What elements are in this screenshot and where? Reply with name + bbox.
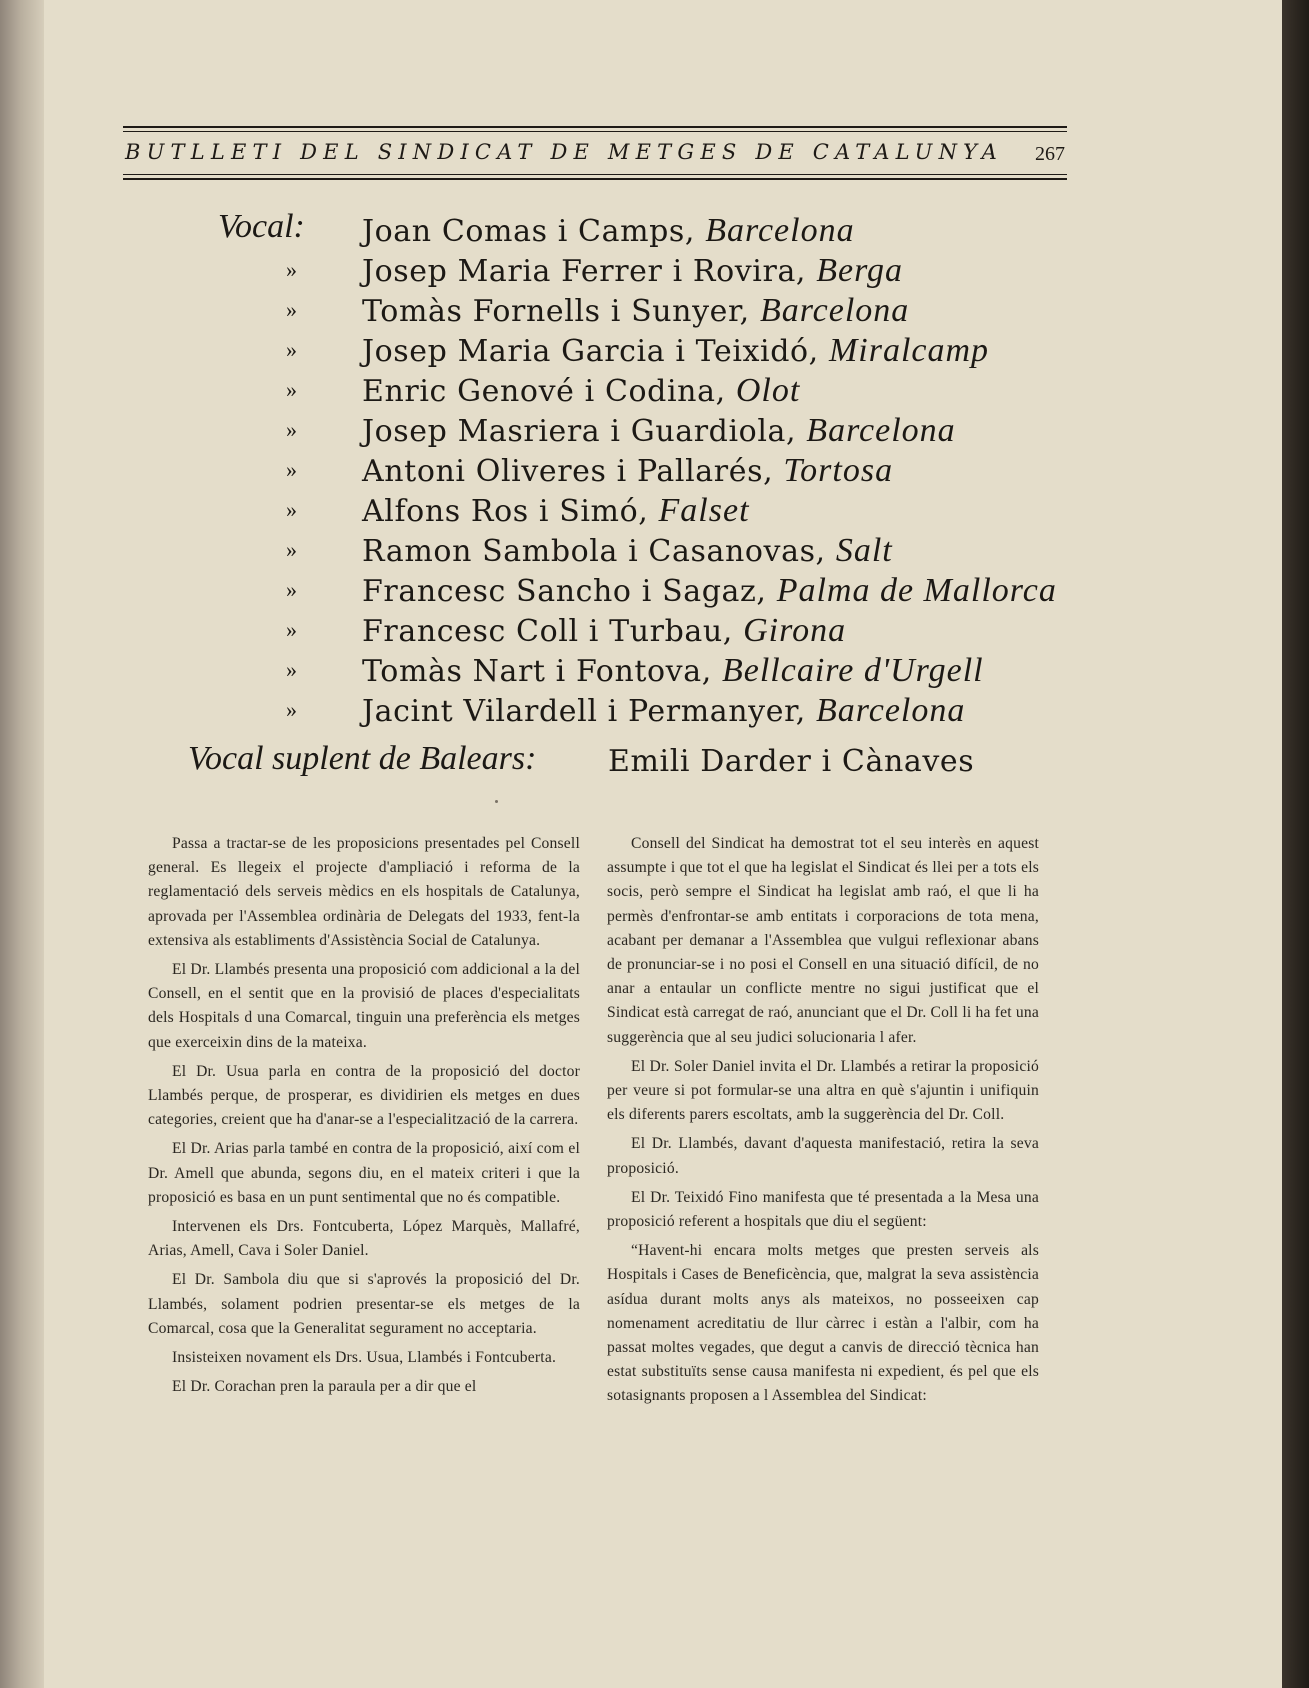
ditto-mark: » bbox=[286, 537, 297, 562]
list-item-name: Josep Masriera i Guardiola, Barcelona bbox=[362, 412, 956, 449]
list-item-name: Ramon Sambola i Casanovas, Salt bbox=[362, 532, 893, 569]
left-column bbox=[148, 832, 580, 1404]
list-item bbox=[218, 208, 305, 246]
ditto-mark: » bbox=[286, 457, 297, 482]
paragraph: El Dr. Teixidó Fino manifesta que té presentada a la Mesa una proposició referent a hospitals que diu el següent: bbox=[607, 1188, 1039, 1231]
ditto-mark: » bbox=[286, 377, 297, 402]
paragraph: El Dr. Llambés, davant d'aquesta manifestació, retira la seva proposició. bbox=[607, 1135, 1039, 1177]
book-spine-shadow bbox=[0, 0, 44, 1688]
ditto-mark: » bbox=[286, 257, 297, 282]
paragraph: Passa a tractar-se de les proposicions presentades pel Consell general. Es llegeix el projecte d'ampliació i reforma de la reglamentació dels serveis mèdics en els hospitals de Catalunya, aprovada per l'Assemblea ordinària de Delegats del 1933, fent-la extensiva als establiments d'Assistència Social de Catalunya. bbox=[148, 835, 580, 949]
paragraph: El Dr. Sambola diu que si s'aprovés la proposició del Dr. Llambés, solament podrien presentar-se els metges de la Comarcal, cosa que la Generalitat segurament no acceptaria. bbox=[148, 1271, 580, 1337]
journal-title: BUTLLETI DEL SINDICAT DE METGES DE CATALUNYA bbox=[125, 140, 1003, 164]
paragraph: El Dr. Soler Daniel invita el Dr. Llambés a retirar la proposició per veure si pot formular-se una altra en què s'ajuntin i unifiquin els diferents parers escoltats, amb la suggerència del Dr. Coll. bbox=[607, 1057, 1039, 1124]
page-number: 267 bbox=[1035, 143, 1065, 165]
header-rule-bottom-thin bbox=[123, 174, 1067, 175]
vocal-label: Vocal: bbox=[218, 208, 305, 245]
list-item-name: Josep Maria Ferrer i Rovira, Berga bbox=[362, 252, 904, 289]
ditto-mark: » bbox=[286, 657, 297, 682]
list-item-name: Alfons Ros i Simó, Falset bbox=[362, 492, 750, 529]
list-item bbox=[188, 740, 536, 778]
list-item-name: Tomàs Fornells i Sunyer, Barcelona bbox=[362, 292, 910, 329]
paragraph: El Dr. Corachan pren la paraula per a dir que el bbox=[172, 1378, 477, 1396]
list-item-name: Jacint Vilardell i Permanyer, Barcelona bbox=[362, 692, 966, 729]
list-item-name: Francesc Sancho i Sagaz, Palma de Mallorca bbox=[362, 572, 1057, 609]
paragraph: El Dr. Llambés presenta una proposició com addicional a la del Consell, en el sentit que en la provisió de places d'especialitats dels Hospitals d una Comarcal, tinguin una preferència els metges que exerceixin dins de la mateixa. bbox=[148, 961, 580, 1051]
paragraph: Consell del Sindicat ha demostrat tot el seu interès en aquest assumpte i que tot el que ha legislat el Sindicat és llei per a tots els socis, però sempre el Sindicat ha legislat amb raó, el que li ha permès d'enfrontar-se amb entitats i corporacions de tota mena, acabant per demanar a l'Assemblea que vulgui reflexionar abans de pronunciar-se i no posi el Consell en una situació difícil, de no anar a entaular un conflicte mentre no sigui justificat que el Sindicat està carregat de raó, anunciant que el Dr. Coll li ha fet una suggerència que al seu judici solucionaria l afer. bbox=[607, 835, 1039, 1046]
ditto-mark: » bbox=[286, 497, 297, 522]
header-rule-bottom bbox=[123, 178, 1067, 180]
print-speck bbox=[495, 800, 498, 803]
ditto-mark: » bbox=[286, 617, 297, 642]
list-item-name: Emili Darder i Cànaves bbox=[608, 744, 975, 779]
ditto-mark: » bbox=[286, 577, 297, 602]
paragraph: “Havent-hi encara molts metges que presten serveis als Hospitals i Cases de Beneficència, que, malgrat la seva assistència asídua durant molts anys als mateixos, no posseeixen cap nomenament acreditatiu de llur càrrec i estàn a l'albir, com ha passat moltes vegades, que degut a canvis de direcció tècnica han estat substituïts sense causa manifesta ni expedient, és pel que els sotasignants proposen a l Assemblea del Sindicat: bbox=[607, 1242, 1039, 1405]
ditto-mark: » bbox=[286, 297, 297, 322]
list-item-name: Francesc Coll i Turbau, Girona bbox=[362, 612, 847, 649]
scan-background bbox=[1282, 0, 1309, 1688]
paragraph: El Dr. Usua parla en contra de la proposició del doctor Llambés perque, de prosperar, es dividirien els metges en dues categories, creient que ha d'anar-se a l'especialització de la carrera. bbox=[148, 1062, 580, 1129]
paragraph: Insisteixen novament els Drs. Usua, Llambés i Fontcuberta. bbox=[172, 1349, 557, 1367]
header-rule-top-thin bbox=[123, 131, 1067, 132]
paragraph: Intervenen els Drs. Fontcuberta, López Marquès, Mallafré, Arias, Amell, Cava i Soler Daniel. bbox=[148, 1218, 580, 1260]
list-item-name: Josep Maria Garcia i Teixidó, Miralcamp bbox=[362, 332, 990, 369]
list-item-name: Enric Genové i Codina, Olot bbox=[362, 372, 801, 409]
header-rule-top bbox=[123, 126, 1067, 128]
list-item-name: Tomàs Nart i Fontova, Bellcaire d'Urgell bbox=[362, 652, 984, 689]
right-column bbox=[607, 832, 1039, 1414]
vocal-suplent-label: Vocal suplent de Balears: bbox=[188, 740, 537, 777]
ditto-mark: » bbox=[286, 697, 297, 722]
list-item-name: Antoni Oliveres i Pallarés, Tortosa bbox=[362, 452, 894, 489]
list-item-name: Joan Comas i Camps, Barcelona bbox=[362, 212, 855, 249]
paragraph: El Dr. Arias parla també en contra de la proposició, així com el Dr. Amell que abunda, segons diu, en el mateix criteri i que la proposició es basa en un punt sentimental que no és compatible. bbox=[148, 1140, 580, 1206]
ditto-mark: » bbox=[286, 337, 297, 362]
ditto-mark: » bbox=[286, 417, 297, 442]
running-header bbox=[123, 126, 1067, 188]
